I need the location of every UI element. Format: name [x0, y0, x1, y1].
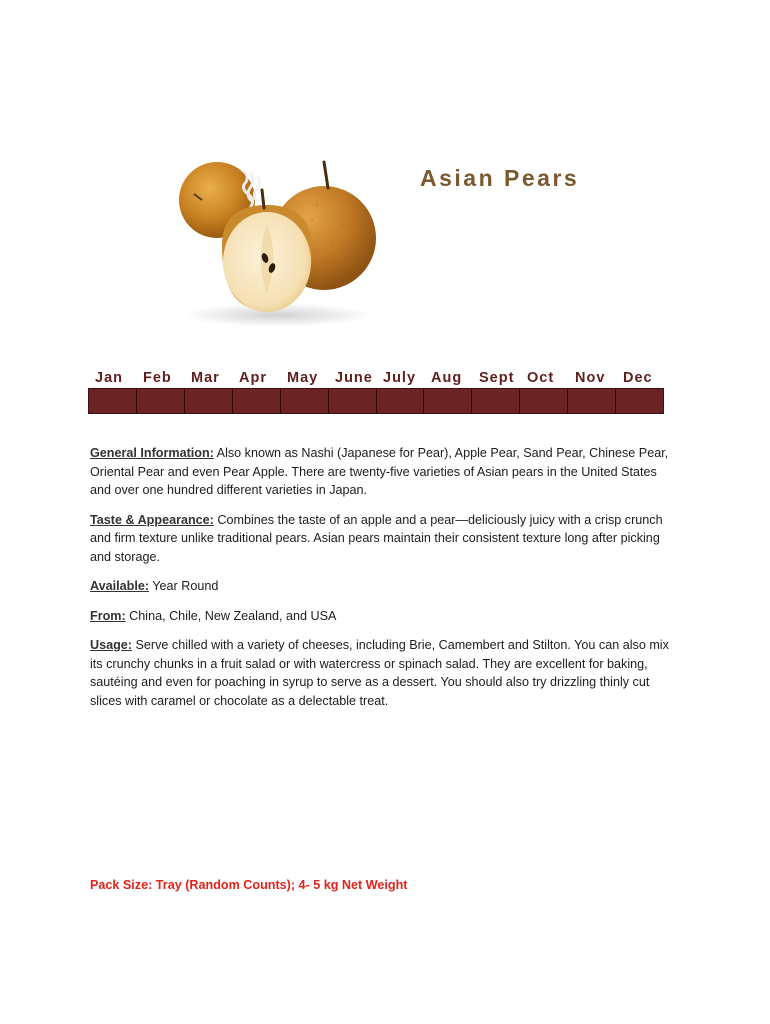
month-cell-aug — [424, 389, 472, 413]
availability-calendar — [88, 370, 664, 414]
general-information — [90, 444, 675, 500]
from-label: From: — [90, 608, 126, 623]
asian-pears-image — [172, 150, 392, 330]
month-label-may: May — [287, 370, 319, 386]
month-cell-jan — [89, 389, 137, 413]
month-cell-oct — [520, 389, 568, 413]
available-text: Year Round — [149, 579, 219, 593]
page-title: Asian Pears — [420, 165, 580, 191]
from-text: China, Chile, New Zealand, and USA — [125, 608, 337, 623]
month-cell-nov — [568, 389, 616, 413]
month-label-dec: Dec — [623, 370, 653, 386]
taste-appearance-text: Combines the taste of an apple and a pear—deliciously juicy with a crisp crunch and firm texture unlike traditional pears. Asian pears maintain their consistent texture long after picking and storage. — [90, 512, 663, 564]
month-label-jan: Jan — [95, 370, 123, 386]
month-label-apr: Apr — [239, 370, 267, 386]
month-label-july: July — [383, 370, 417, 386]
product-info — [90, 444, 675, 721]
month-cell-july — [377, 389, 425, 413]
availability-info — [90, 577, 675, 596]
usage-label: Usage: — [90, 638, 132, 652]
general-information-text: Also known as Nashi (Japanese for Pear), Apple Pear, Sand Pear, Chinese Pear, Oriental Pear and even Pear Apple. There are twenty-five varieties of Asian pears in the United States and over one hundred different varieties in Japan. — [90, 446, 669, 497]
month-cell-may — [281, 389, 329, 413]
month-labels — [88, 370, 664, 388]
month-cell-june — [329, 389, 377, 413]
availability-bar — [88, 388, 664, 414]
month-label-june: June — [335, 370, 373, 386]
month-label-feb: Feb — [143, 370, 172, 386]
month-label-mar: Mar — [191, 370, 220, 386]
taste-appearance — [90, 511, 675, 567]
month-cell-mar — [185, 389, 233, 413]
month-label-nov: Nov — [575, 370, 606, 386]
taste-appearance-label: Taste & Appearance: — [90, 512, 214, 527]
month-label-aug: Aug — [431, 370, 463, 386]
month-cell-sept — [472, 389, 520, 413]
month-label-sept: Sept — [479, 370, 515, 386]
month-cell-apr — [233, 389, 281, 413]
usage-text: Serve chilled with a variety of cheeses, including Brie, Camembert and Stilton. You can also mix its crunchy chunks in a fruit salad or with watercress or spinach salad. They are excellent for baking, sautéing and even for poaching in syrup to serve as a dessert. You should also try drizzling thinly cut slices with caramel or chocolate as a delectable treat. — [90, 638, 669, 708]
month-cell-dec — [616, 389, 663, 413]
month-label-oct: Oct — [527, 370, 555, 386]
month-cell-feb — [137, 389, 185, 413]
general-information-label: General Information: — [90, 446, 214, 460]
origin-info — [90, 607, 675, 626]
usage-info — [90, 636, 675, 710]
available-label: Available: — [90, 579, 150, 593]
pack-size: Pack Size: Tray (Random Counts); 4- 5 kg Net Weight — [90, 878, 408, 892]
